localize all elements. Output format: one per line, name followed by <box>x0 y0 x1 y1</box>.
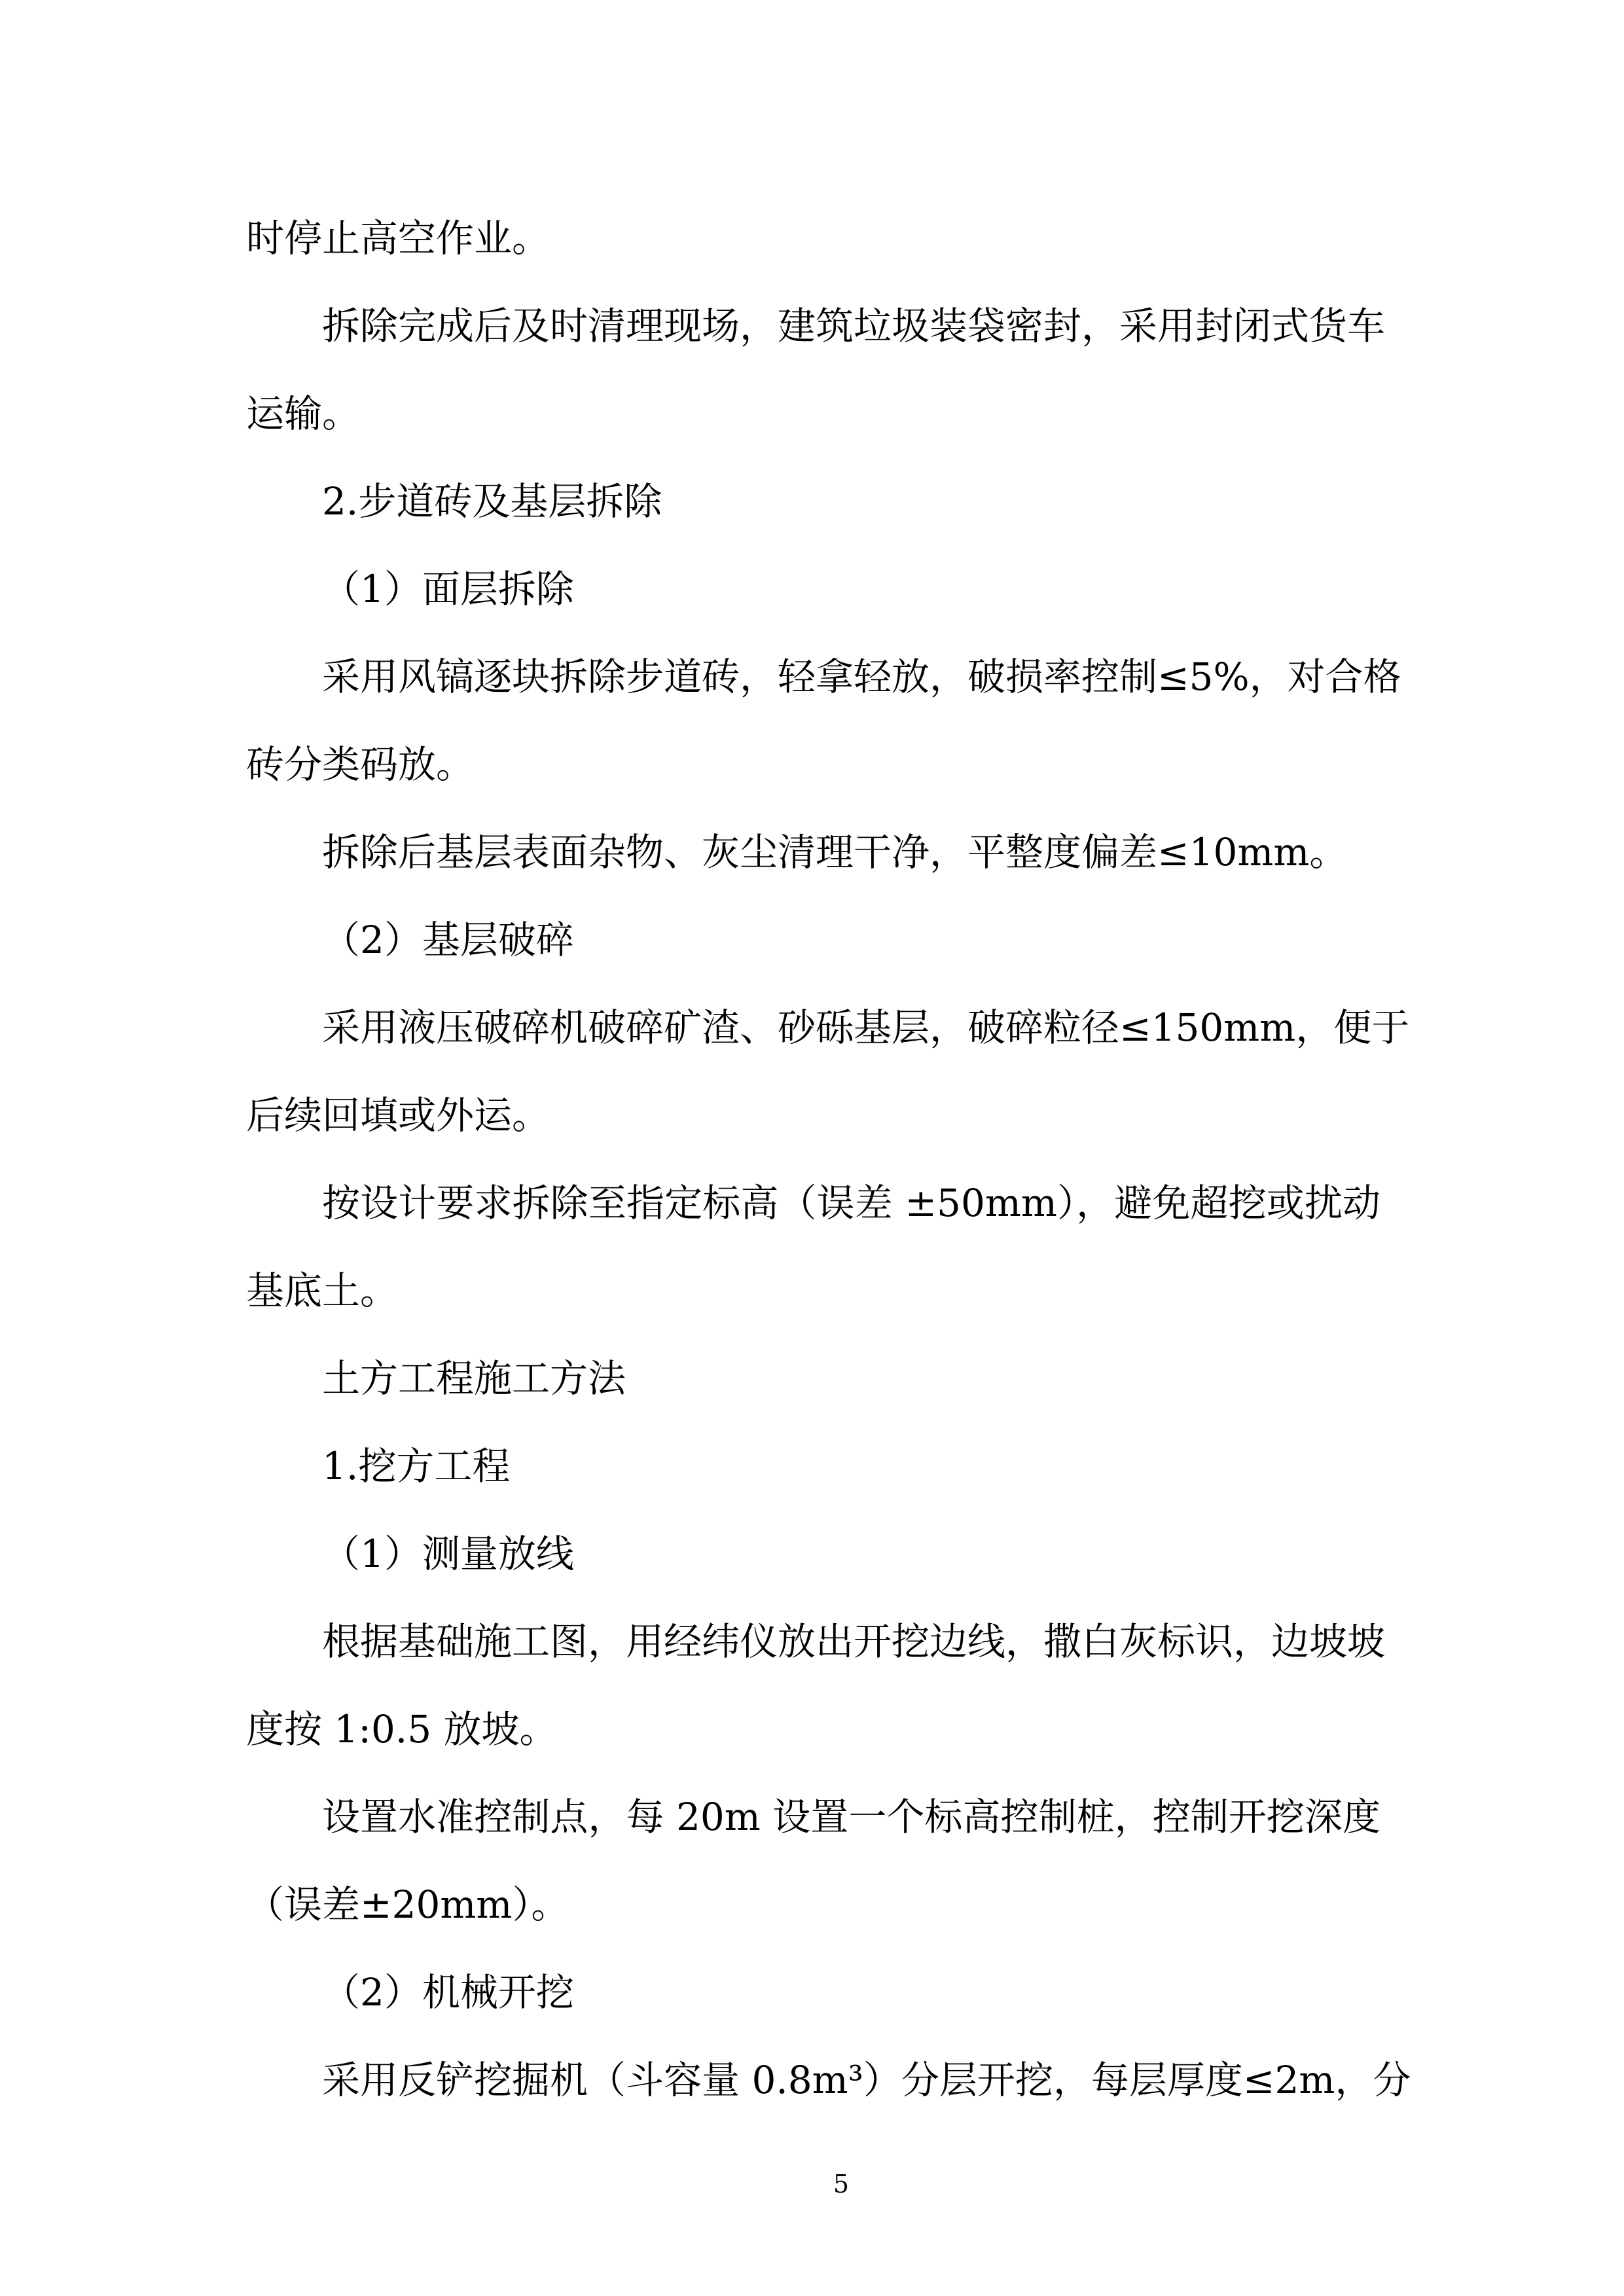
section-heading <box>246 457 1380 545</box>
body-text-line: 砖分类码放。 <box>246 742 475 787</box>
body-text-line: 后续回填或外运。 <box>246 1093 550 1138</box>
paragraph <box>246 194 1380 282</box>
body-text-line: 根据基础施工图，用经纬仪放出开挖边线，撒白灰标识，边坡坡 <box>322 1619 1386 1664</box>
section-heading <box>246 1422 1380 1510</box>
paragraph <box>246 282 1386 457</box>
body-text-line: 时停止高空作业。 <box>246 216 550 260</box>
body-text-line: 采用液压破碎机破碎矿渣、砂砾基层，破碎粒径≤150mm，便于 <box>322 1005 1410 1050</box>
body-text-line: 基底土。 <box>246 1268 399 1313</box>
body-text-line: 度按 1:0.5 放坡。 <box>246 1707 558 1751</box>
body-text-line: 运输。 <box>246 391 361 436</box>
subsection-heading <box>246 545 1380 633</box>
body-text-line: 按设计要求拆除至指定标高（误差 ±50mm），避免超挖或扰动 <box>322 1181 1380 1225</box>
chapter-heading <box>246 1335 1380 1422</box>
paragraph <box>246 633 1401 808</box>
paragraph <box>246 2036 1411 2124</box>
subsection-heading <box>246 1948 1380 2036</box>
subsection-heading-text: （2）基层破碎 <box>322 918 574 962</box>
body-text-line: 采用反铲挖掘机（斗容量 0.8m³）分层开挖，每层厚度≤2m，分 <box>322 2058 1411 2102</box>
paragraph <box>246 1598 1386 1773</box>
subsection-heading-text: （2）机械开挖 <box>322 1970 574 2015</box>
body-text-line: （误差±20mm）。 <box>246 1882 569 1927</box>
body-text <box>246 194 1411 2124</box>
section-heading-text: 1.挖方工程 <box>322 1444 511 1488</box>
paragraph <box>246 808 1380 896</box>
chapter-heading-text: 土方工程施工方法 <box>322 1356 626 1401</box>
body-text-line: 拆除完成后及时清理现场，建筑垃圾装袋密封，采用封闭式货车 <box>322 304 1386 348</box>
body-text-line: 采用风镐逐块拆除步道砖，轻拿轻放，破损率控制≤5%，对合格 <box>322 655 1401 699</box>
section-heading-text: 2.步道砖及基层拆除 <box>322 479 662 524</box>
paragraph <box>246 1159 1380 1335</box>
subsection-heading <box>246 896 1380 984</box>
paragraph <box>246 984 1410 1159</box>
subsection-heading-text: （1）测量放线 <box>322 1532 574 1576</box>
subsection-heading-text: （1）面层拆除 <box>322 567 574 611</box>
subsection-heading <box>246 1510 1380 1598</box>
body-text-line: 拆除后基层表面杂物、灰尘清理干净，平整度偏差≤10mm。 <box>322 830 1348 874</box>
page-number: 5 <box>833 2170 850 2198</box>
body-text-line: 设置水准控制点，每 20m 设置一个标高控制桩，控制开挖深度 <box>322 1795 1380 1839</box>
paragraph <box>246 1773 1380 1948</box>
